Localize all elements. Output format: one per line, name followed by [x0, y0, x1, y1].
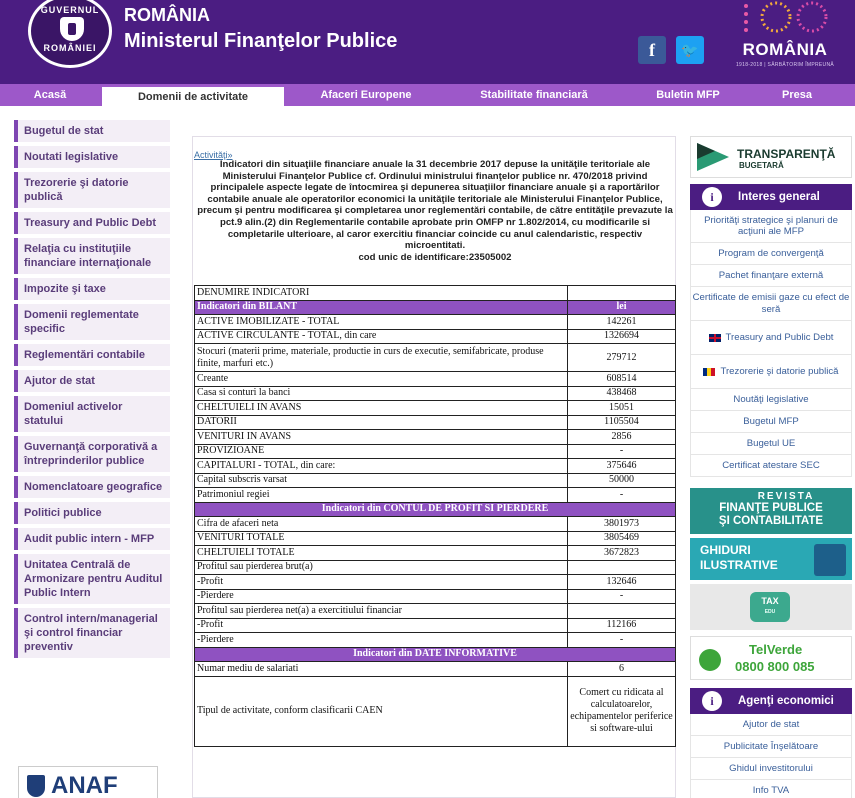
link-prioritati-strategice[interactable]: Priorităţi strategice şi planuri de acţiuni ale MFP	[691, 210, 851, 243]
table-row	[195, 473, 676, 488]
info-icon: i	[702, 187, 722, 207]
ministry-name[interactable]: Ministerul Finanţelor Publice	[124, 30, 398, 52]
link-ajutor-de-stat[interactable]: Ajutor de stat	[691, 714, 851, 736]
link-bugetul-mfp[interactable]: Bugetul MFP	[691, 411, 851, 433]
table-row	[195, 546, 676, 561]
table-row	[195, 444, 676, 459]
document-title	[197, 159, 673, 263]
sidebar-item-ucaapi[interactable]: Unitatea Centrală de Armonizare pentru Auditul Public Intern	[14, 554, 170, 604]
indicator-name: VENITURI IN AVANS	[195, 430, 568, 445]
anaf-banner[interactable]	[18, 766, 158, 798]
interes-general-header	[690, 184, 852, 210]
indicator-value: -	[568, 444, 676, 459]
table-row	[195, 676, 676, 746]
tax-label: TAX	[761, 596, 779, 606]
nav-domenii-de-activitate[interactable]: Domenii de activitate	[102, 87, 284, 106]
table-row	[195, 589, 676, 604]
centenar-logo[interactable]	[730, 0, 840, 80]
sidebar-item-trezorerie[interactable]: Trezorerie şi datorie publică	[14, 172, 170, 208]
table-row	[195, 531, 676, 546]
left-sidebar	[14, 120, 170, 662]
centenar-dots-icon	[736, 0, 832, 34]
table-row	[195, 633, 676, 648]
table-row	[195, 430, 676, 445]
indicator-value: 438468	[568, 386, 676, 401]
nav-stabilitate-financiara[interactable]: Stabilitate financiară	[480, 89, 588, 101]
sidebar-item-guvernanta[interactable]: Guvernanţă corporativă a întreprinderilor publice	[14, 436, 170, 472]
site-header	[0, 0, 855, 84]
table-row	[195, 344, 676, 372]
table-row	[195, 575, 676, 590]
section-header-unit: lei	[568, 300, 676, 315]
link-certificat-sec[interactable]: Certificat atestare SEC	[691, 455, 851, 477]
indicator-value: 1326694	[568, 329, 676, 344]
indicator-value: 50000	[568, 473, 676, 488]
eagle-emblem-icon	[60, 17, 84, 41]
indicator-value: 6	[568, 662, 676, 677]
indicator-name: Numar mediu de salariati	[195, 662, 568, 677]
transparency-title: TRANSPARENŢĂ	[737, 147, 836, 161]
book-reader-icon	[814, 544, 846, 576]
interes-general-title: Interes general	[738, 191, 820, 203]
government-seal-logo[interactable]	[28, 0, 112, 68]
section-header-label: Indicatori din DATE INFORMATIVE	[195, 647, 676, 662]
indicator-value: 279712	[568, 344, 676, 372]
ghiduri-title	[700, 543, 778, 573]
nav-presa[interactable]: Presa	[782, 89, 812, 101]
link-treasury-public-debt[interactable]	[691, 321, 851, 355]
uk-flag-icon	[709, 334, 721, 342]
indicator-name: Profitul sau pierderea net(a) a exercitiului financiar	[195, 604, 568, 619]
main-content	[192, 136, 676, 798]
link-publicitate-inselatoare[interactable]: Publicitate Înşelătoare	[691, 736, 851, 758]
table-row	[195, 662, 676, 677]
link-trezorerie[interactable]	[691, 355, 851, 389]
sidebar-item-noutati-legislative[interactable]: Noutati legislative	[14, 146, 170, 168]
section-header-label: Indicatori din CONTUL DE PROFIT SI PIERDERE	[195, 502, 676, 517]
anaf-label: ANAF	[51, 772, 118, 798]
nav-acasa[interactable]: Acasă	[33, 89, 67, 101]
sidebar-item-domeniul-activelor[interactable]: Domeniul activelor statului	[14, 396, 170, 432]
telverde-banner[interactable]	[690, 636, 852, 680]
indicator-value: 2856	[568, 430, 676, 445]
table-row	[195, 560, 676, 575]
table-row	[195, 488, 676, 503]
table-row	[195, 286, 676, 301]
table-row	[195, 415, 676, 430]
sidebar-item-relatia-ifi[interactable]: Relaţia cu instituţiile financiare internaţionale	[14, 238, 170, 274]
sidebar-item-domenii-reglementate[interactable]: Domenii reglementate specific	[14, 304, 170, 340]
seal-bottom-text: ROMÂNIEI	[43, 43, 97, 53]
table-section-header	[195, 502, 676, 517]
sidebar-item-politici-publice[interactable]: Politici publice	[14, 502, 170, 524]
nav-afaceri-europene[interactable]: Afaceri Europene	[320, 89, 412, 101]
indicator-name: ACTIVE CIRCULANTE - TOTAL, din care	[195, 329, 568, 344]
link-program-convergenta[interactable]: Program de convergenţă	[691, 243, 851, 265]
indicator-value: 608514	[568, 372, 676, 387]
ghiduri-ilustrative-banner[interactable]	[690, 538, 852, 580]
indicator-name: -Pierdere	[195, 589, 568, 604]
transparency-logo-icon	[695, 141, 731, 173]
agenti-economici-title: Agenţi economici	[738, 695, 834, 707]
table-row	[195, 459, 676, 474]
indicator-name: CHELTUIELI TOTALE	[195, 546, 568, 561]
taxedu-logo	[750, 592, 790, 622]
indicator-name: DATORII	[195, 415, 568, 430]
table-row	[195, 604, 676, 619]
transparenta-bugetara-banner[interactable]	[690, 136, 852, 178]
indicator-name: ACTIVE IMOBILIZATE - TOTAL	[195, 315, 568, 330]
table-section-header	[195, 300, 676, 315]
indicator-value: 1105504	[568, 415, 676, 430]
indicator-value: -	[568, 488, 676, 503]
table-row	[195, 315, 676, 330]
sidebar-item-nomenclatoare[interactable]: Nomenclatoare geografice	[14, 476, 170, 498]
ghiduri-line-1: GHIDURI	[700, 543, 751, 557]
unique-id-code: cod unic de identificare:23505002	[358, 251, 512, 263]
indicator-name: Profitul sau pierderea brut(a)	[195, 560, 568, 575]
indicator-name: Cifra de afaceri neta	[195, 517, 568, 532]
table-section-header	[195, 647, 676, 662]
nav-buletin-mfp[interactable]: Buletin MFP	[656, 89, 720, 101]
link-noutati-legislative[interactable]: Noutăţi legislative	[691, 389, 851, 411]
indicator-name: PROVIZIOANE	[195, 444, 568, 459]
ghiduri-line-2: ILUSTRATIVE	[700, 558, 778, 572]
indicator-value: -	[568, 589, 676, 604]
indicator-name: VENITURI TOTALE	[195, 531, 568, 546]
twitter-icon[interactable]: 🐦	[676, 36, 704, 64]
indicator-name: -Profit	[195, 575, 568, 590]
link-info-tva[interactable]: Info TVA	[691, 780, 851, 798]
column-header-label: DENUMIRE INDICATORI	[195, 286, 568, 301]
table-row	[195, 372, 676, 387]
anaf-shield-icon	[27, 775, 45, 797]
indicator-value: 112166	[568, 618, 676, 633]
sidebar-item-control-intern[interactable]: Control intern/managerial şi control financiar preventiv	[14, 608, 170, 658]
link-label: Treasury and Public Debt	[725, 331, 834, 343]
main-nav	[0, 84, 855, 106]
revista-title-1: FINANŢE PUBLICE	[719, 502, 823, 514]
indicator-name: -Pierdere	[195, 633, 568, 648]
sidebar-item-reglementari-contabile[interactable]: Reglementări contabile	[14, 344, 170, 366]
link-certificate-emisii[interactable]: Certificate de emisii gaze cu efect de seră	[691, 287, 851, 321]
telverde-number: 0800 800 085	[735, 659, 815, 674]
table-cell	[568, 286, 676, 301]
phone-icon	[699, 649, 721, 671]
country-name: ROMÂNIA	[124, 5, 210, 25]
info-icon: i	[702, 691, 722, 711]
indicator-value: Comert cu ridicata al calculatoarelor, echipamentelor periferice si software-ului	[568, 676, 676, 746]
indicator-value	[568, 604, 676, 619]
taxedu-banner[interactable]	[690, 584, 852, 630]
revista-finante-publice-banner[interactable]	[690, 488, 852, 534]
indicator-name: -Profit	[195, 618, 568, 633]
edu-label: EDU	[764, 609, 776, 615]
table-row	[195, 618, 676, 633]
link-ghidul-investitorului[interactable]: Ghidul investitorului	[691, 758, 851, 780]
indicator-value: 3672823	[568, 546, 676, 561]
indicator-value: 132646	[568, 575, 676, 590]
agenti-economici-links	[690, 714, 852, 798]
seal-top-text: GUVERNUL	[40, 5, 100, 15]
sidebar-item-bugetul-de-stat[interactable]: Bugetul de stat	[14, 120, 170, 142]
indicator-name: Casa si conturi la banci	[195, 386, 568, 401]
sidebar-item-treasury[interactable]: Treasury and Public Debt	[14, 212, 170, 234]
sidebar-item-impozite[interactable]: Impozite şi taxe	[14, 278, 170, 300]
indicator-value: -	[568, 633, 676, 648]
link-label: Trezorerie şi datorie publică	[720, 365, 839, 377]
indicator-name: Stocuri (materii prime, materiale, productie in curs de executie, semifabricate, produse finite, marfuri etc.)	[195, 344, 568, 372]
link-pachet-finantare[interactable]: Pachet finanţare externă	[691, 265, 851, 287]
sidebar-item-ajutor-de-stat[interactable]: Ajutor de stat	[14, 370, 170, 392]
table-row	[195, 329, 676, 344]
indicator-name: Capital subscris varsat	[195, 473, 568, 488]
link-bugetul-ue[interactable]: Bugetul UE	[691, 433, 851, 455]
indicator-name: Patrimoniul regiei	[195, 488, 568, 503]
indicator-value: 3801973	[568, 517, 676, 532]
interes-general-links	[690, 210, 852, 477]
indicator-name: CHELTUIELI IN AVANS	[195, 401, 568, 416]
centenar-tagline: 1918-2018 | SĂRBĂTORIM ÎMPREUNĂ	[735, 62, 835, 68]
indicator-value: 142261	[568, 315, 676, 330]
title-text: Indicatori din situaţiile financiare anuale la 31 decembrie 2017 depuse la unităţile teritoriale ale Ministerului Finanţelor Publice cf. Ordinului ministrului finanţelor publice nr. 470/2018 privind principalele aspecte legate de întocmirea şi depunerea situaţiilor financiare anuale şi a raportărilor contabile anuale ale operatorilor economici la unităţile teritoriale ale Ministerului Finanţelor Publice, precum şi pentru modificarea şi completarea unor reglementări contabile, de către entităţile prevazute la pct.9 alin.(2) din Reglementarile contabile aprobate prin OMFP nr 1.802/2014, cu modificarile si completarile ulterioare, al caror exercitiu financiar coincide cu anul calendaristic, respectiv microentitati.	[197, 159, 673, 252]
centenar-country: ROMÂNIA	[742, 40, 828, 59]
ro-flag-icon	[703, 368, 715, 376]
table-row	[195, 517, 676, 532]
indicator-value: 375646	[568, 459, 676, 474]
facebook-icon[interactable]: f	[638, 36, 666, 64]
indicator-value: 3805469	[568, 531, 676, 546]
revista-title-2: ŞI CONTABILITATE	[718, 515, 824, 527]
revista-label: REVISTA	[757, 491, 815, 502]
agenti-economici-header	[690, 688, 852, 714]
breadcrumb[interactable]: Activităţi»	[194, 150, 233, 160]
indicator-name: CAPITALURI - TOTAL, din care:	[195, 459, 568, 474]
indicator-value: 15051	[568, 401, 676, 416]
table-row	[195, 386, 676, 401]
telverde-title: TelVerde	[749, 642, 803, 657]
indicator-name: Creante	[195, 372, 568, 387]
table-row	[195, 401, 676, 416]
indicators-table	[194, 285, 676, 747]
indicator-name: Tipul de activitate, conform clasificarii CAEN	[195, 676, 568, 746]
sidebar-item-audit-public-intern[interactable]: Audit public intern - MFP	[14, 528, 170, 550]
transparency-subtitle: BUGETARĂ	[739, 161, 784, 170]
indicator-value	[568, 560, 676, 575]
section-header-label: Indicatori din BILANT	[195, 300, 568, 315]
